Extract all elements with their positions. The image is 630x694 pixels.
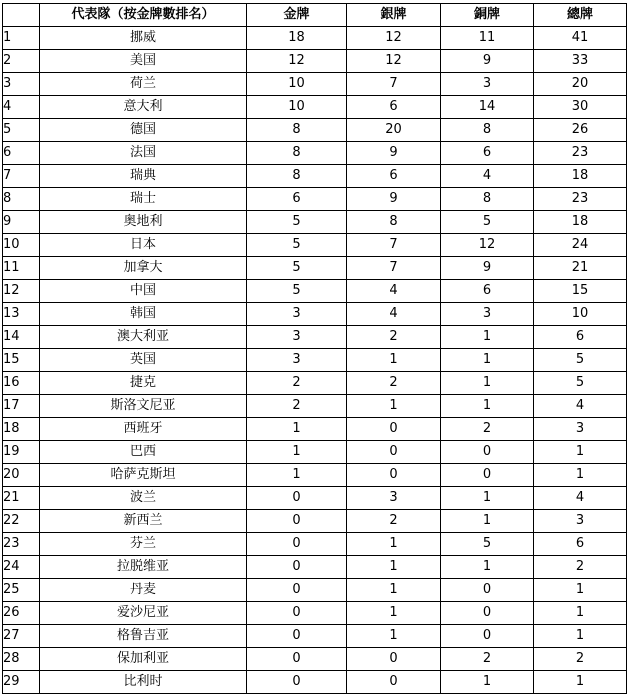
silver-cell: 6 [347,96,441,119]
total-cell: 6 [534,326,627,349]
gold-cell: 2 [247,372,347,395]
silver-cell: 0 [347,441,441,464]
bronze-cell: 8 [441,119,534,142]
team-cell: 瑞士 [40,188,247,211]
bronze-cell: 5 [441,533,534,556]
silver-cell: 1 [347,625,441,648]
table-row [3,303,627,326]
total-cell: 1 [534,464,627,487]
table-row [3,280,627,303]
gold-cell: 2 [247,395,347,418]
bronze-cell: 8 [441,188,534,211]
bronze-cell: 12 [441,234,534,257]
team-cell: 捷克 [40,372,247,395]
table-row [3,165,627,188]
table-row [3,257,627,280]
silver-cell: 0 [347,464,441,487]
total-cell: 24 [534,234,627,257]
table-row [3,464,627,487]
team-cell: 澳大利亚 [40,326,247,349]
gold-cell: 8 [247,142,347,165]
gold-cell: 12 [247,50,347,73]
team-cell: 荷兰 [40,73,247,96]
table-row [3,50,627,73]
table-row [3,671,627,694]
gold-cell: 0 [247,510,347,533]
silver-cell: 1 [347,395,441,418]
table-row [3,349,627,372]
rank-cell: 2 [3,50,40,73]
bronze-cell: 0 [441,602,534,625]
gold-cell: 0 [247,487,347,510]
team-cell: 新西兰 [40,510,247,533]
total-cell: 1 [534,625,627,648]
total-cell: 1 [534,602,627,625]
total-cell: 4 [534,395,627,418]
table-row [3,234,627,257]
rank-cell: 23 [3,533,40,556]
rank-cell: 15 [3,349,40,372]
team-cell: 爱沙尼亚 [40,602,247,625]
team-cell: 瑞典 [40,165,247,188]
total-cell: 41 [534,27,627,50]
silver-cell: 1 [347,556,441,579]
silver-cell: 9 [347,188,441,211]
silver-cell: 8 [347,211,441,234]
gold-cell: 5 [247,234,347,257]
bronze-cell: 2 [441,418,534,441]
total-cell: 1 [534,671,627,694]
gold-cell: 0 [247,671,347,694]
team-cell: 丹麦 [40,579,247,602]
total-cell: 18 [534,211,627,234]
bronze-cell: 2 [441,648,534,671]
total-cell: 3 [534,510,627,533]
bronze-cell: 6 [441,142,534,165]
rank-cell: 5 [3,119,40,142]
rank-cell: 1 [3,27,40,50]
team-cell: 奥地利 [40,211,247,234]
rank-cell: 27 [3,625,40,648]
rank-cell: 13 [3,303,40,326]
gold-cell: 5 [247,211,347,234]
bronze-cell: 0 [441,625,534,648]
gold-cell: 0 [247,648,347,671]
bronze-cell: 3 [441,303,534,326]
gold-cell: 1 [247,418,347,441]
team-cell: 斯洛文尼亚 [40,395,247,418]
silver-cell: 2 [347,510,441,533]
total-cell: 10 [534,303,627,326]
bronze-cell: 1 [441,671,534,694]
header-total: 總牌 [534,4,627,27]
bronze-cell: 1 [441,326,534,349]
team-cell: 拉脱维亚 [40,556,247,579]
total-cell: 23 [534,188,627,211]
rank-cell: 12 [3,280,40,303]
header-gold: 金牌 [247,4,347,27]
total-cell: 6 [534,533,627,556]
gold-cell: 10 [247,73,347,96]
gold-cell: 0 [247,625,347,648]
table-row [3,395,627,418]
silver-cell: 0 [347,671,441,694]
bronze-cell: 9 [441,50,534,73]
rank-cell: 26 [3,602,40,625]
table-row [3,510,627,533]
team-cell: 芬兰 [40,533,247,556]
medal-table [2,3,627,694]
header-rank [3,4,40,27]
team-cell: 意大利 [40,96,247,119]
rank-cell: 4 [3,96,40,119]
gold-cell: 18 [247,27,347,50]
silver-cell: 0 [347,418,441,441]
table-row [3,602,627,625]
rank-cell: 11 [3,257,40,280]
bronze-cell: 4 [441,165,534,188]
gold-cell: 6 [247,188,347,211]
table-row [3,487,627,510]
bronze-cell: 0 [441,579,534,602]
team-cell: 德国 [40,119,247,142]
gold-cell: 0 [247,602,347,625]
total-cell: 1 [534,579,627,602]
silver-cell: 7 [347,73,441,96]
table-row [3,418,627,441]
silver-cell: 9 [347,142,441,165]
team-cell: 波兰 [40,487,247,510]
team-cell: 中国 [40,280,247,303]
team-cell: 英国 [40,349,247,372]
header-row [3,4,627,27]
team-cell: 日本 [40,234,247,257]
team-cell: 保加利亚 [40,648,247,671]
bronze-cell: 1 [441,487,534,510]
team-cell: 哈萨克斯坦 [40,464,247,487]
silver-cell: 1 [347,579,441,602]
silver-cell: 0 [347,648,441,671]
total-cell: 4 [534,487,627,510]
team-cell: 挪威 [40,27,247,50]
silver-cell: 4 [347,280,441,303]
gold-cell: 8 [247,119,347,142]
gold-cell: 3 [247,303,347,326]
rank-cell: 25 [3,579,40,602]
rank-cell: 24 [3,556,40,579]
team-cell: 格鲁吉亚 [40,625,247,648]
team-cell: 韩国 [40,303,247,326]
table-row [3,533,627,556]
gold-cell: 0 [247,579,347,602]
rank-cell: 16 [3,372,40,395]
gold-cell: 1 [247,464,347,487]
silver-cell: 1 [347,349,441,372]
table-row [3,648,627,671]
gold-cell: 5 [247,280,347,303]
rank-cell: 21 [3,487,40,510]
gold-cell: 8 [247,165,347,188]
bronze-cell: 1 [441,510,534,533]
gold-cell: 10 [247,96,347,119]
total-cell: 5 [534,372,627,395]
silver-cell: 12 [347,50,441,73]
team-cell: 美国 [40,50,247,73]
bronze-cell: 1 [441,349,534,372]
silver-cell: 1 [347,533,441,556]
table-row [3,556,627,579]
total-cell: 20 [534,73,627,96]
team-cell: 西班牙 [40,418,247,441]
rank-cell: 17 [3,395,40,418]
table-row [3,142,627,165]
bronze-cell: 6 [441,280,534,303]
table-row [3,119,627,142]
silver-cell: 2 [347,372,441,395]
rank-cell: 18 [3,418,40,441]
total-cell: 18 [534,165,627,188]
silver-cell: 3 [347,487,441,510]
table-row [3,73,627,96]
rank-cell: 29 [3,671,40,694]
team-cell: 加拿大 [40,257,247,280]
header-team: 代表隊（按金牌數排名） [40,4,247,27]
silver-cell: 6 [347,165,441,188]
silver-cell: 12 [347,27,441,50]
gold-cell: 0 [247,533,347,556]
total-cell: 30 [534,96,627,119]
silver-cell: 2 [347,326,441,349]
silver-cell: 4 [347,303,441,326]
rank-cell: 14 [3,326,40,349]
rank-cell: 6 [3,142,40,165]
table-body [3,27,627,694]
bronze-cell: 1 [441,556,534,579]
total-cell: 2 [534,648,627,671]
rank-cell: 9 [3,211,40,234]
header-bronze: 銅牌 [441,4,534,27]
table-row [3,211,627,234]
gold-cell: 5 [247,257,347,280]
table-row [3,579,627,602]
total-cell: 15 [534,280,627,303]
bronze-cell: 1 [441,372,534,395]
bronze-cell: 14 [441,96,534,119]
team-cell: 巴西 [40,441,247,464]
rank-cell: 10 [3,234,40,257]
rank-cell: 20 [3,464,40,487]
rank-cell: 28 [3,648,40,671]
gold-cell: 0 [247,556,347,579]
total-cell: 23 [534,142,627,165]
silver-cell: 7 [347,234,441,257]
rank-cell: 19 [3,441,40,464]
team-cell: 比利时 [40,671,247,694]
rank-cell: 8 [3,188,40,211]
team-cell: 法国 [40,142,247,165]
total-cell: 3 [534,418,627,441]
table-row [3,96,627,119]
header-silver: 銀牌 [347,4,441,27]
bronze-cell: 5 [441,211,534,234]
gold-cell: 1 [247,441,347,464]
table-row [3,372,627,395]
silver-cell: 1 [347,602,441,625]
rank-cell: 22 [3,510,40,533]
total-cell: 1 [534,441,627,464]
silver-cell: 7 [347,257,441,280]
bronze-cell: 11 [441,27,534,50]
silver-cell: 20 [347,119,441,142]
table-row [3,188,627,211]
total-cell: 2 [534,556,627,579]
gold-cell: 3 [247,326,347,349]
table-row [3,625,627,648]
bronze-cell: 9 [441,257,534,280]
rank-cell: 3 [3,73,40,96]
total-cell: 26 [534,119,627,142]
table-row [3,326,627,349]
bronze-cell: 1 [441,395,534,418]
total-cell: 21 [534,257,627,280]
table-row [3,441,627,464]
total-cell: 33 [534,50,627,73]
rank-cell: 7 [3,165,40,188]
bronze-cell: 3 [441,73,534,96]
bronze-cell: 0 [441,441,534,464]
total-cell: 5 [534,349,627,372]
bronze-cell: 0 [441,464,534,487]
table-row [3,27,627,50]
gold-cell: 3 [247,349,347,372]
